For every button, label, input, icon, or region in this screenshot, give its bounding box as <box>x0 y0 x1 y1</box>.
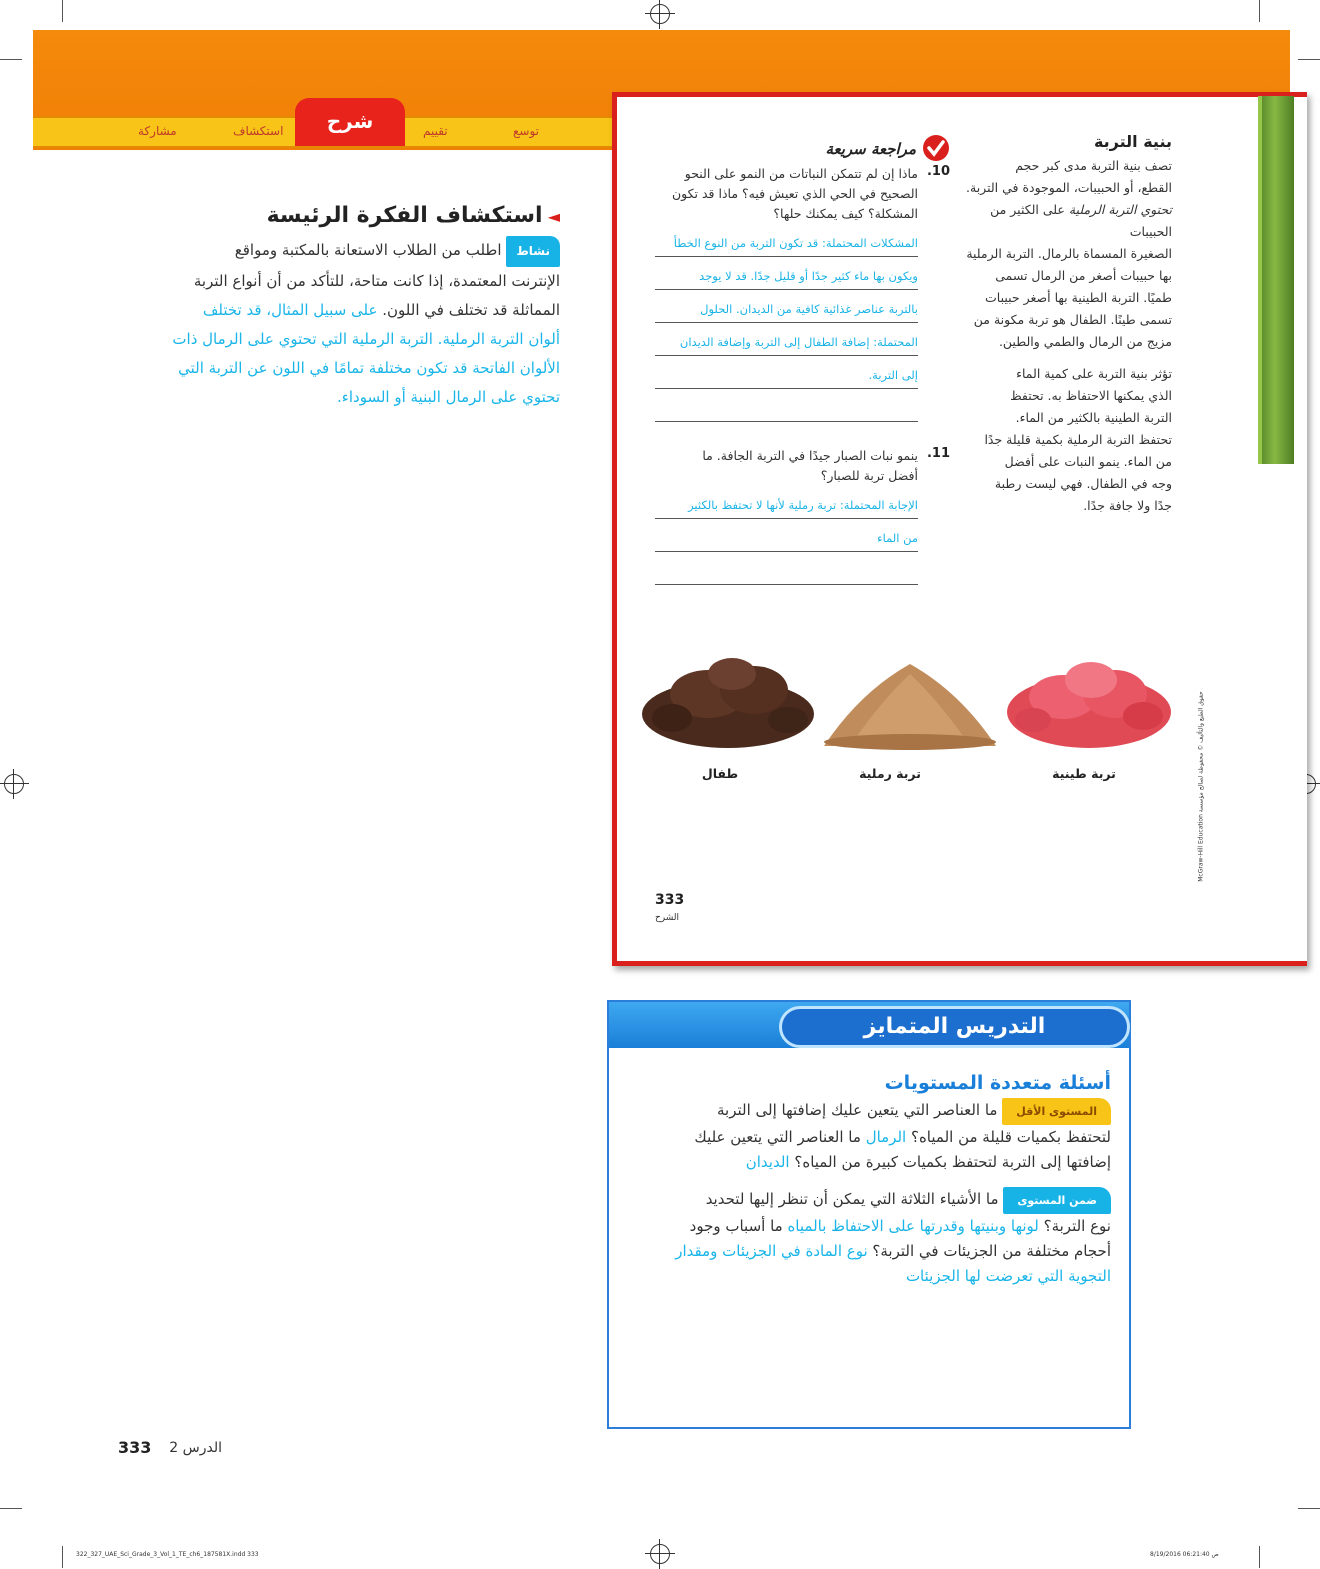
level-badge-approaching: المستوى الأقل <box>1002 1098 1111 1125</box>
answer-line <box>655 395 918 422</box>
answer-line: بالتربة عناصر غذائية كافية من الديدان. الحلول <box>655 296 918 323</box>
question-number: 10. <box>926 164 950 179</box>
crop-mark <box>62 1546 63 1568</box>
answer-line: إلى التربة. <box>655 362 918 389</box>
question-11 <box>655 446 950 585</box>
checkmark-icon <box>922 134 950 162</box>
crop-mark <box>1298 59 1320 60</box>
answer-line: المشكلات المحتملة: قد تكون التربة من النوع الخطأ <box>655 230 918 257</box>
answer-line: ويكون بها ماء كثير جدًا أو قليل جدًا. قد لا يوجد <box>655 263 918 290</box>
registration-mark-icon <box>650 4 670 24</box>
approaching-level: المستوى الأقل ما العناصر التي يتعين عليك إضافتها إلى التربة لتحتفظ بكميات قليلة من المياه؟ الرمال ما العناصر التي يتعين عليك إضافتها إلى التربة لتحتفظ بكميات كبيرة من المياه؟ الديدان <box>631 1098 1111 1175</box>
tab-evaluate[interactable]: تقييم <box>423 124 448 138</box>
question-number: 11. <box>926 446 950 461</box>
leveled-questions-title: أسئلة متعددة المستويات <box>884 1072 1111 1094</box>
question-text: ماذا إن لم تتمكن النباتات من النمو على النحو الصحيح في الحي الذي تعيش فيه؟ ماذا قد تكون المشكلة؟ كيف يمكنك حلها؟ <box>671 166 918 221</box>
question-10 <box>655 164 950 422</box>
crop-mark <box>0 1508 22 1509</box>
crop-mark <box>1259 0 1260 22</box>
plant-photo <box>1258 96 1294 464</box>
soil-paragraph-1: تصف بنية التربة مدى كبر حجم القطع، أو الحبيبات، الموجودة في التربة. تحتوي التربة الرملية على الكثير من الحبيبات الصغيرة المسماة بالرمال. التربة الرملية بها حبيبات أصغر من الرمال تسمى طميًا. التربة الطينية بها أصغر حبيبات تسمى طينًا. الطفال هو تربة مكونة من مزيج من الرمال والطمي والطين. <box>966 158 1172 349</box>
registration-mark-icon <box>650 1544 670 1564</box>
page-number: 333 <box>118 1438 152 1457</box>
diff-header: التدريس المتمايز <box>779 1006 1130 1048</box>
crop-mark <box>1259 1546 1260 1568</box>
file-slug: 322_327_UAE_Sci_Grade_3_Vol_1_TE_ch6_187581X.indd 333 <box>76 1551 259 1558</box>
crop-mark <box>0 59 22 60</box>
student-page-number: 333 <box>655 892 685 908</box>
answer-line: المحتملة: إضافة الطفال إلى التربة وإضافة الديدان <box>655 329 918 356</box>
answer-line: الإجابة المحتملة: تربة رملية لأنها لا تحتفظ بالكثير <box>655 492 918 519</box>
section-title: بنية التربة <box>1093 132 1172 151</box>
diff-header-bar <box>609 1002 1129 1048</box>
loam-soil-image <box>638 652 818 752</box>
soil-structure-section <box>962 132 1172 517</box>
loam-label: طفال <box>701 766 739 781</box>
student-page-footer: الشرح <box>655 913 680 923</box>
teacher-notes <box>110 203 560 412</box>
quick-check-title: مراجعة سريعة <box>825 140 916 158</box>
answer-line <box>655 558 918 585</box>
answer-line: من الماء <box>655 525 918 552</box>
triangle-bullet-icon: ◄ <box>547 207 560 226</box>
on-level: ضمن المستوى ما الأشياء الثلاثة التي يمكن أن تنظر إليها لتحديد نوع التربة؟ لونها وبنيتها وقدرتها على الاحتفاظ بالمياه ما أسباب وجود أحجام مختلفة من الجزيئات في التربة؟ نوع المادة في الجزيئات ومقدار التجوية التي تعرضت لها الجزيئات <box>631 1187 1111 1289</box>
soil-paragraph-2: تؤثر بنية التربة على كمية الماء الذي يمكنها الاحتفاظ به. تحتفظ التربة الطينية بالكثير من الماء. تحتفظ التربة الرملية بكمية قليلة جدًا من الماء. ينمو النبات على أفضل وجه في الطفال. فهي ليست رطبة جدًا ولا جافة جدًا. <box>984 366 1172 513</box>
lesson-label: الدرس 2 <box>169 1440 222 1456</box>
teacher-activity-text: نشاط اطلب من الطلاب الاستعانة بالمكتبة ومواقع الإنترنت المعتمدة، إذا كانت متاحة، للتأكد من أن أنواع التربة المماثلة قد تختلف في اللون. على سبيل المثال، قد تختلف ألوان التربة الرملية. التربة الرملية التي تحتوي على الرمال ذات الألوان الفاتحة قد تكون مختلفة تمامًا في اللون عن التربة التي تحتوي على الرمال البنية أو السوداء. <box>110 236 560 412</box>
tab-explore[interactable]: استكشاف <box>233 124 284 138</box>
answer-lines <box>655 230 918 422</box>
print-date: 8/19/2016 06:21:40 ص <box>1150 1551 1219 1558</box>
question-text: ينمو نبات الصبار جيدًا في التربة الجافة. ما أفضل تربة للصبار؟ <box>702 448 918 483</box>
tab-engage[interactable]: مشاركة <box>138 124 177 138</box>
activity-badge: نشاط <box>506 236 560 267</box>
crop-mark <box>1298 1508 1320 1509</box>
teacher-title: استكشاف الفكرة الرئيسة <box>266 203 543 228</box>
tab-explain[interactable]: شرح <box>295 98 405 146</box>
registration-mark-icon <box>4 774 24 794</box>
clay-soil-label: تربة طينية <box>1052 766 1116 781</box>
sandy-soil-label: تربة رملية <box>859 766 921 781</box>
copyright-notice: McGraw-Hill Education حقوق الطبع والتأليف © محفوظة لصالح مؤسسة <box>1197 691 1205 882</box>
crop-mark <box>62 0 63 22</box>
sandy-soil-image <box>820 652 1000 752</box>
clay-soil-image <box>1003 652 1175 752</box>
level-badge-on-level: ضمن المستوى <box>1003 1187 1111 1214</box>
teacher-title-row <box>110 203 560 228</box>
differentiated-instruction-box <box>607 1000 1131 1429</box>
leveled-questions <box>631 1072 1111 1289</box>
lesson-tab-strip <box>33 109 613 148</box>
answer-lines <box>655 492 918 585</box>
tab-extend[interactable]: توسع <box>513 124 539 138</box>
quick-check-header <box>810 134 950 164</box>
